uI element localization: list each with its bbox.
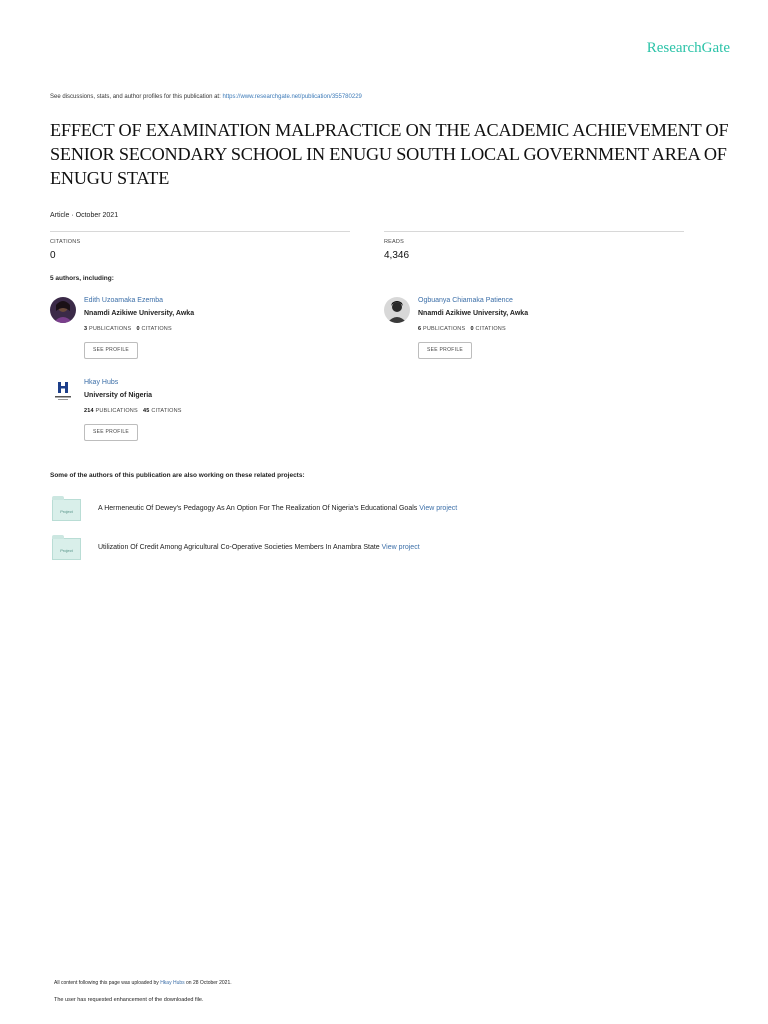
related-projects-label: Some of the authors of this publication are also working on these related projects:: [50, 472, 305, 479]
author-card: [50, 297, 350, 359]
publication-count: 6: [418, 326, 422, 332]
project-icon-label: Project: [60, 548, 73, 553]
publication-url-link[interactable]: https://www.researchgate.net/publication/355780229: [222, 94, 362, 100]
project-title: A Hermeneutic Of Dewey's Pedagogy As An Option For The Realization Of Nigeria's Educational Goals: [98, 505, 418, 512]
see-profile-button[interactable]: SEE PROFILE: [84, 424, 138, 441]
citation-count-label: CITATIONS: [475, 326, 506, 332]
authors-label: 5 authors, including:: [50, 275, 114, 282]
reads-label: READS: [384, 239, 404, 245]
author-name[interactable]: Edith Uzoamaka Ezemba: [84, 297, 163, 304]
researchgate-logo[interactable]: ResearchGate: [646, 40, 730, 56]
publication-count-label: PUBLICATIONS: [89, 326, 132, 332]
publication-count-label: PUBLICATIONS: [423, 326, 466, 332]
publication-count: 214: [84, 408, 94, 414]
view-project-link[interactable]: View project: [381, 544, 420, 551]
citation-count: 0: [470, 326, 474, 332]
project-folder-icon[interactable]: [52, 499, 81, 521]
citations-divider: [50, 231, 350, 232]
author-institution: University of Nigeria: [84, 392, 153, 399]
avatar[interactable]: [384, 297, 410, 323]
citation-count: 0: [136, 326, 140, 332]
view-project-link[interactable]: View project: [419, 505, 458, 512]
author-card: [50, 379, 350, 441]
publication-count-label: PUBLICATIONS: [95, 408, 138, 414]
discussion-line: [50, 94, 362, 100]
citation-count-label: CITATIONS: [141, 326, 172, 332]
enhancement-note: The user has requested enhancement of the downloaded file.: [54, 997, 204, 1003]
citation-count: 45: [143, 408, 150, 414]
avatar[interactable]: [50, 297, 76, 323]
hkay-hubs-logo-icon: [50, 379, 76, 405]
see-profile-button[interactable]: SEE PROFILE: [418, 342, 472, 359]
project-icon-label: Project: [60, 509, 73, 514]
author-stats: [418, 326, 506, 332]
discussion-prefix: See discussions, stats, and author profiles for this publication at:: [50, 94, 221, 100]
uploader-link[interactable]: Hkay Hubs: [160, 980, 185, 986]
author-institution: Nnamdi Azikiwe University, Awka: [84, 310, 195, 317]
project-row-text: [98, 505, 457, 512]
upload-note: [54, 980, 232, 986]
author-card: [384, 297, 684, 359]
project-folder-icon[interactable]: [52, 538, 81, 560]
reads-value: 4,346: [384, 250, 410, 261]
citation-count-label: CITATIONS: [151, 408, 182, 414]
citations-label: CITATIONS: [50, 239, 81, 245]
citations-value: 0: [50, 250, 56, 261]
author-institution: Nnamdi Azikiwe University, Awka: [418, 310, 529, 317]
author-photo-icon: [50, 297, 76, 323]
see-profile-button[interactable]: SEE PROFILE: [84, 342, 138, 359]
publication-title: EFFECT OF EXAMINATION MALPRACTICE ON THE ACADEMIC ACHIEVEMENT OF SENIOR SECONDARY SCHOOL IN ENUGU SOUTH LOCAL GOVERNMENT AREA OF ENUGU STATE: [50, 120, 729, 188]
author-name[interactable]: Ogbuanya Chiamaka Patience: [418, 297, 513, 304]
author-photo-icon: [384, 297, 410, 323]
author-stats: [84, 408, 182, 414]
author-stats: [84, 326, 172, 332]
reads-divider: [384, 231, 684, 232]
publication-count: 3: [84, 326, 88, 332]
publication-meta: Article · October 2021: [50, 212, 119, 219]
author-name[interactable]: Hkay Hubs: [84, 379, 119, 386]
upload-suffix: on 28 October 2021.: [186, 980, 232, 986]
project-row-text: [98, 544, 420, 551]
avatar[interactable]: [50, 379, 76, 405]
upload-prefix: All content following this page was uploaded by: [54, 980, 159, 986]
project-title: Utilization Of Credit Among Agricultural Co-Operative Societies Members In Anambra State: [98, 544, 380, 551]
